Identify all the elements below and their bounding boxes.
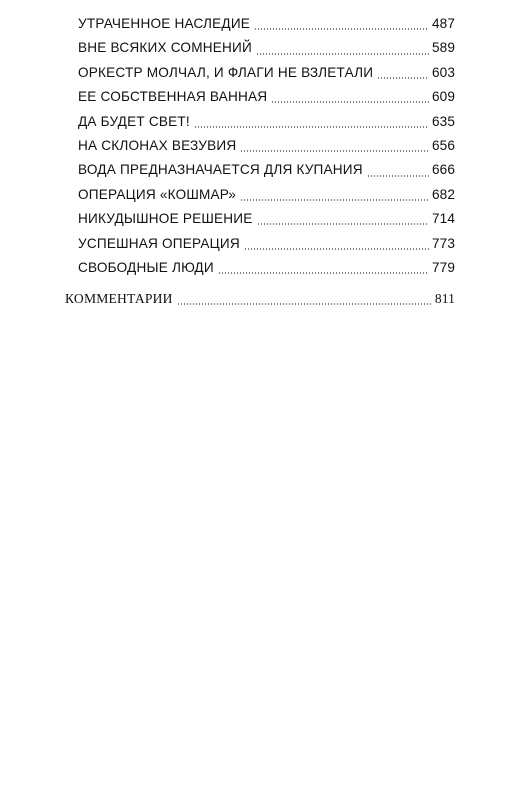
toc-entry-title: УСПЕШНАЯ ОПЕРАЦИЯ xyxy=(78,235,240,251)
toc-entry-page: 589 xyxy=(432,40,455,56)
dot-leader xyxy=(254,28,429,30)
toc-entry xyxy=(78,61,455,85)
toc-entry xyxy=(78,110,455,134)
dot-leader xyxy=(218,272,429,274)
toc-entry-title: ДА БУДЕТ СВЕТ! xyxy=(78,113,190,129)
toc-entry xyxy=(78,134,455,158)
table-of-contents xyxy=(0,12,521,312)
toc-entry-title: ВОДА ПРЕДНАЗНАЧАЕТСЯ ДЛЯ КУПАНИЯ xyxy=(78,162,363,178)
toc-entry-commentary xyxy=(65,287,455,311)
toc-entry-page: 656 xyxy=(432,137,455,153)
toc-entry-title: СВОБОДНЫЕ ЛЮДИ xyxy=(78,259,214,275)
dot-leader xyxy=(194,126,429,128)
dot-leader xyxy=(256,53,429,55)
dot-leader xyxy=(240,150,429,152)
toc-entry-title: ЕЕ СОБСТВЕННАЯ ВАННАЯ xyxy=(78,89,268,105)
toc-entry xyxy=(78,158,455,182)
toc-entry-page: 811 xyxy=(434,291,455,307)
toc-entry-page: 779 xyxy=(432,259,455,275)
dot-leader xyxy=(244,248,429,250)
toc-entry-title: КОММЕНТАРИИ xyxy=(65,291,173,307)
toc-entry xyxy=(78,183,455,207)
toc-entry-page: 714 xyxy=(432,211,455,227)
dot-leader xyxy=(177,303,432,305)
toc-entry xyxy=(78,36,455,60)
toc-entry-page: 682 xyxy=(432,186,455,202)
dot-leader xyxy=(271,101,429,103)
toc-entry-title: НИКУДЫШНОЕ РЕШЕНИЕ xyxy=(78,211,253,227)
dot-leader xyxy=(257,223,429,225)
dot-leader xyxy=(240,199,429,201)
toc-entry-title: ОПЕРАЦИЯ «КОШМАР» xyxy=(78,186,237,202)
toc-entry xyxy=(78,232,455,256)
toc-entry xyxy=(78,256,455,280)
dot-leader xyxy=(377,77,429,79)
toc-entry-page: 773 xyxy=(432,235,455,251)
toc-entry xyxy=(78,12,455,36)
toc-entry-title: ОРКЕСТР МОЛЧАЛ, И ФЛАГИ НЕ ВЗЛЕТАЛИ xyxy=(78,64,374,80)
toc-entry xyxy=(78,207,455,231)
toc-entry-title: ВНЕ ВСЯКИХ СОМНЕНИЙ xyxy=(78,40,252,56)
toc-entry-title: УТРАЧЕННОЕ НАСЛЕДИЕ xyxy=(78,16,251,31)
toc-entry-page: 487 xyxy=(432,16,455,31)
dot-leader xyxy=(367,175,429,177)
toc-entry-title: НА СКЛОНАХ ВЕЗУВИЯ xyxy=(78,137,237,153)
toc-entry-page: 635 xyxy=(432,113,455,129)
toc-entry-page: 666 xyxy=(432,162,455,178)
toc-entry xyxy=(78,85,455,109)
toc-entry-page: 609 xyxy=(432,89,455,105)
toc-entry-page: 603 xyxy=(432,64,455,80)
